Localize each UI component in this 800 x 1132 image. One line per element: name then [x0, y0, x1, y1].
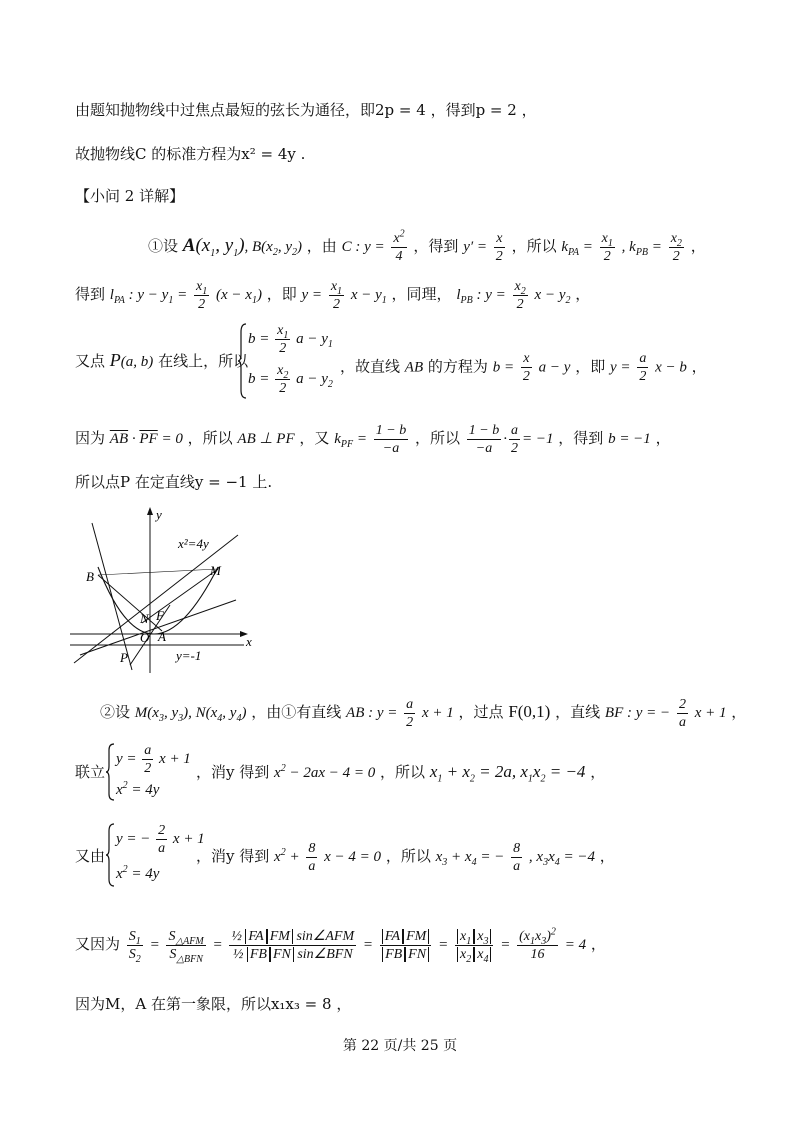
step-3-eq-word: 的方程为 — [427, 357, 488, 376]
part-2-prefix: ②设 — [100, 703, 131, 721]
step-4-so: ，所以 — [187, 429, 233, 447]
step-1-got: ，得到 — [413, 237, 459, 255]
label-f: F — [156, 608, 164, 623]
eliminate-1: ，消y 得到 — [196, 763, 270, 781]
eliminate-2: ，消y 得到 — [196, 847, 270, 865]
again-because: 又因为 — [75, 935, 121, 953]
step-4-got: ，得到 — [558, 429, 604, 447]
system-brace — [238, 322, 248, 400]
step-4-because: 因为 — [75, 429, 106, 447]
label-parabola: x²=4y — [178, 536, 209, 551]
step-4-line: 因为 $\overline{AB} \cdot \overline{PF} = 0$ ，所以 AB ⊥ PF ，又 $k_{PF}$ = $\frac{1 - b}{-a}$ ，所以 $\frac{1 - b}{-a}$ · $\frac{a}{2}$ = −1 ，得到 b = −1 ， — [75, 422, 671, 456]
so-2: ，所以 — [385, 847, 431, 865]
part-2-line-word: ，直线 — [555, 703, 601, 721]
page-footer: 第 22 页/共 25 页 — [342, 1038, 458, 1054]
lianli-word: 联立 — [75, 763, 106, 781]
part-2-from: ，由①有直线 — [251, 703, 342, 721]
so-1: ，所以 — [380, 763, 426, 781]
label-p: P — [120, 650, 128, 665]
step-2-line: 得到 $l_{PA}$ : $y - y_1$ = $\frac{x_1}{2}$ $(x - x_1)$ ，即 y = $\frac{x_1}{2}$ $x - y_1$ ，同理， $l_{PB}$ : y = $\frac{x_2}{2}$ $x - y_2$ ， — [75, 278, 591, 312]
part-2-through: ，过点 — [458, 703, 504, 721]
tangent-pb — [92, 523, 132, 670]
step-4-so2: ，所以 — [414, 429, 460, 447]
label-y: y — [156, 507, 162, 522]
chord-bm — [98, 569, 218, 575]
step-3-on: 在线上，所以 — [158, 352, 249, 370]
text-line-1: 由题知抛物线中过焦点最短的弦长为通径，即2p = 4 ，得到p = 2 ， — [75, 101, 537, 119]
parabola-curve — [98, 567, 218, 634]
chord-mn — [142, 569, 218, 623]
step-3-line-word: ，故直线 — [340, 357, 401, 376]
step-1-so: ，所以 — [511, 237, 557, 255]
label-o: O — [140, 630, 150, 645]
step-4-also: ，又 — [299, 429, 330, 447]
label-x: x — [246, 634, 252, 649]
label-n: N — [140, 611, 149, 626]
step-2-same: ，同理， — [391, 285, 452, 303]
last-line: 因为M，A 在第一象限，所以x₁x₃ = 8 ， — [75, 995, 352, 1013]
part-2-line: ②设 $M(x_3$, $y_3$), $N(x_4$, $y_4$) ，由①有直线 AB : y = $\frac{a}{2}$ x + 1 ，过点 F(0,1) ，直线 BF : y = − $\frac{2}{a}$ x + 1 ， — [100, 696, 747, 730]
step-1-prefix: ①设 — [148, 237, 179, 255]
label-b: B — [86, 569, 94, 584]
text-line-2: 故抛物线C 的标准方程为x² = 4y . — [75, 145, 306, 163]
ratio-line: 又因为 $\frac{S_1}{S_2}$ = $\frac{S_{\triangle AFM}}{S_{\triangle BFN}}$ = $\frac{\text{½ FA FM sin∠AFM}}{\text{½ FB FN sin∠BFN}}$ = $\frac{\text{FA FM}}{\text{FB FN}}$ = $\frac{x_1 x_3}{x_2 x_4}$ = $\frac{(x_1x_3)^2}{16}$ = 4 ， — [75, 925, 606, 965]
step-2-prefix: 得到 — [75, 285, 106, 303]
y-axis-arrow — [147, 507, 153, 515]
label-directrix: y=-1 — [176, 648, 202, 663]
step-2-ie: ，即 — [266, 285, 297, 303]
step-1-line: ①设 $A(x_1$, $y_1$), $B(x_2$, $y_2$) ，由 C : y = $\frac{x^2}{4}$ ，得到 y′ = $\frac{x}{2}$ ，所以 $k_{PA}$ = $\frac{x_1}{2}$ , $k_{PB}$ = $\frac{x_2}{2}$ ， — [148, 227, 706, 264]
label-a: A — [158, 629, 166, 644]
step-5-line: 所以点P 在定直线y = −1 上. — [75, 473, 273, 491]
step-3-ie: ，即 — [575, 357, 606, 376]
step-1-from: ，由 — [306, 237, 337, 255]
label-m: M — [210, 563, 221, 578]
tangent-pm — [74, 535, 238, 663]
step-3-prefix: 又点 — [75, 352, 106, 370]
section-heading: 【小问 2 详解】 — [75, 187, 185, 205]
youyou-word: 又由 — [75, 847, 106, 865]
parabola-figure — [70, 505, 260, 675]
